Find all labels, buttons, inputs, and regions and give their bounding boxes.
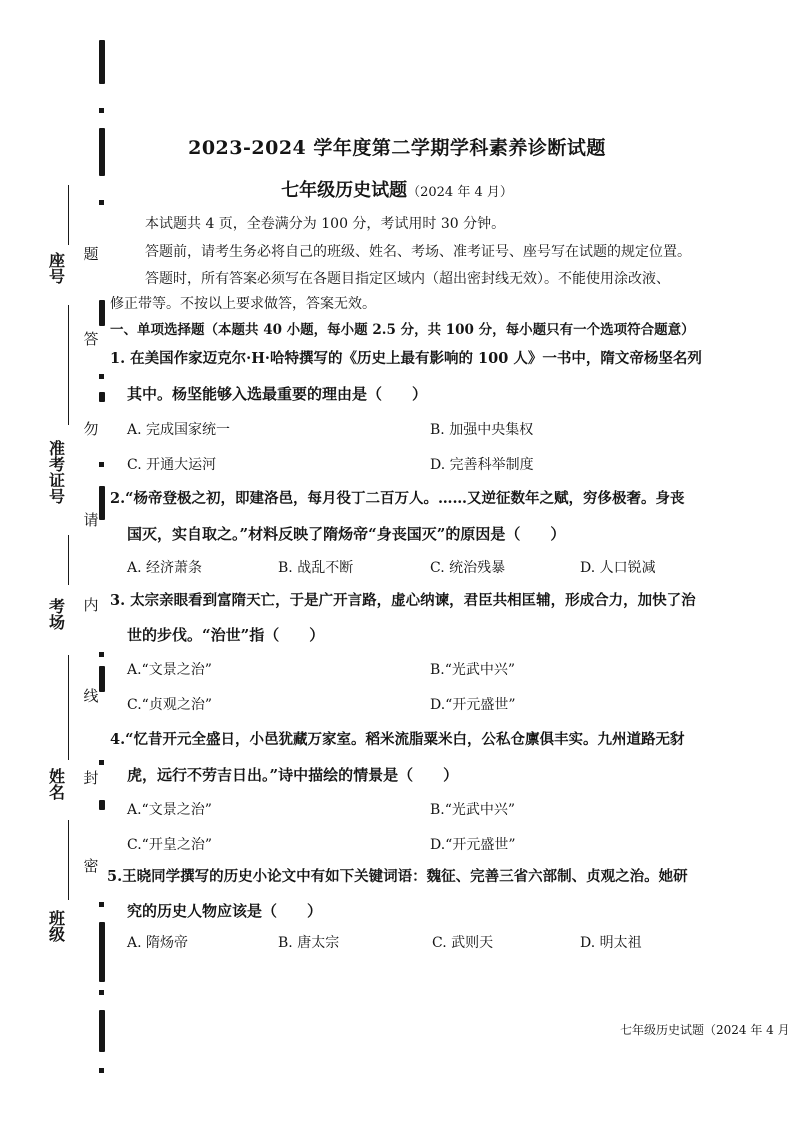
option-a[interactable]: A. 隋炀帝 (127, 935, 189, 951)
question-stem: 国灭，实自取之。”材料反映了隋炀帝“身丧国灭”的原因是（ ） (127, 525, 566, 543)
margin-dot (99, 1068, 104, 1073)
seal-char: 封 (83, 769, 99, 787)
seal-char: 密 (83, 857, 99, 875)
admission-number-text: 准考证号 (46, 440, 66, 504)
option-c[interactable]: C. 开通大运河 (127, 457, 217, 473)
question-stem: 1. 在美国作家迈克尔·H·哈特撰写的《历史上最有影响的 100 人》一书中，隋文帝杨坚名列 (110, 350, 702, 367)
class-label (44, 910, 68, 945)
margin-bar (99, 392, 105, 402)
option-b[interactable]: B. 唐太宗 (278, 935, 340, 951)
exam-subtitle (0, 176, 794, 202)
question-stem: 虎，远行不劳吉日出。”诗中描绘的情景是（ ） (127, 766, 459, 784)
option-d[interactable]: D.“开元盛世” (430, 837, 516, 853)
seal-char: 题 (83, 245, 99, 263)
name-text: 姓名 (46, 768, 66, 800)
question-stem: 其中。杨坚能够入选最重要的理由是（ ） (127, 385, 428, 403)
exam-room-text: 考场 (46, 598, 66, 630)
subtitle-date: （2024 年 4 月） (407, 185, 513, 200)
margin-bar (99, 300, 105, 326)
option-d[interactable]: D. 明太祖 (580, 935, 642, 951)
margin-dot (99, 108, 104, 113)
margin-bar (99, 40, 105, 84)
margin-dot (99, 760, 104, 765)
question-stem: 世的步伐。“治世”指（ ） (127, 626, 325, 644)
instruction-line: 修正带等。不按以上要求做答，答案无效。 (110, 296, 376, 312)
question-stem: 3. 太宗亲眼看到富隋天亡，于是广开言路，虚心纳谏，君臣共相匡辅，形成合力，加快了治 (110, 592, 696, 609)
option-c[interactable]: C.“贞观之治” (127, 697, 212, 713)
seal-char: 请 (83, 511, 99, 529)
seal-char: 内 (83, 596, 99, 614)
option-b[interactable]: B. 加强中央集权 (430, 422, 534, 438)
section-heading: 一、单项选择题（本题共 40 小题，每小题 2.5 分，共 100 分，每小题只有一个选项符合题意） (110, 322, 695, 338)
question-stem: 2.“杨帝登极之初，即建洛邑，每月役丁二百万人。……又逆征数年之赋，穷侈极奢。身丧 (110, 490, 685, 507)
margin-dot (99, 902, 104, 907)
question-stem: 5.王晓同学撰写的历史小论文中有如下关键词语：魏征、完善三省六部制、贞观之治。她研 (107, 868, 688, 885)
subtitle-text: 七年级历史试题 (281, 180, 408, 201)
margin-bar (99, 1010, 105, 1052)
instruction-line: 答题时，所有答案必须写在各题目指定区域内（超出密封线无效）。不能使用涂改液、 (145, 271, 670, 287)
margin-dot (99, 462, 104, 467)
seal-char: 线 (83, 687, 99, 705)
seat-number-label (44, 252, 68, 287)
option-d[interactable]: D.“开元盛世” (430, 697, 516, 713)
fill-line (68, 305, 69, 425)
option-d[interactable]: D. 完善科举制度 (430, 457, 534, 473)
fill-line (68, 820, 69, 900)
exam-title: 2023-2024 学年度第二学期学科素养诊断试题 (188, 137, 606, 159)
option-b[interactable]: B.“光武中兴” (430, 802, 516, 818)
option-a[interactable]: A. 完成国家统一 (127, 422, 231, 438)
option-a[interactable]: A.“文景之治” (127, 802, 212, 818)
option-b[interactable]: B. 战乱不断 (278, 560, 354, 576)
exam-room-label (44, 598, 68, 633)
admission-number-label (44, 440, 68, 507)
margin-bar (99, 800, 105, 810)
option-a[interactable]: A. 经济萧条 (127, 560, 203, 576)
question-stem: 究的历史人物应该是（ ） (127, 902, 323, 920)
seal-char: 答 (83, 330, 99, 348)
margin-bar (99, 922, 105, 982)
option-b[interactable]: B.“光武中兴” (430, 662, 516, 678)
margin-dot (99, 374, 104, 379)
fill-line (68, 655, 69, 760)
fill-line (68, 535, 69, 585)
seat-number-text: 座号 (46, 252, 66, 284)
class-text: 班级 (46, 910, 66, 942)
option-c[interactable]: C. 统治残暴 (430, 560, 506, 576)
page-footer: 七年级历史试题（2024 年 4 月 (620, 1023, 790, 1037)
option-d[interactable]: D. 人口锐减 (580, 560, 656, 576)
instruction-line: 本试题共 4 页，全卷满分为 100 分，考试用时 30 分钟。 (145, 216, 506, 232)
name-label (44, 768, 68, 803)
question-stem: 4.“忆昔开元全盛日，小邑犹藏万家室。稻米流脂粟米白，公私仓廪俱丰实。九州道路无豺 (110, 731, 685, 748)
instruction-line: 答题前，请考生务必将自己的班级、姓名、考场、准考证号、座号写在试题的规定位置。 (145, 244, 691, 260)
option-a[interactable]: A.“文景之治” (127, 662, 212, 678)
option-c[interactable]: C. 武则天 (432, 935, 494, 951)
margin-dot (99, 990, 104, 995)
option-c[interactable]: C.“开皇之治” (127, 837, 212, 853)
seal-char: 勿 (83, 420, 99, 438)
margin-dot (99, 652, 104, 657)
